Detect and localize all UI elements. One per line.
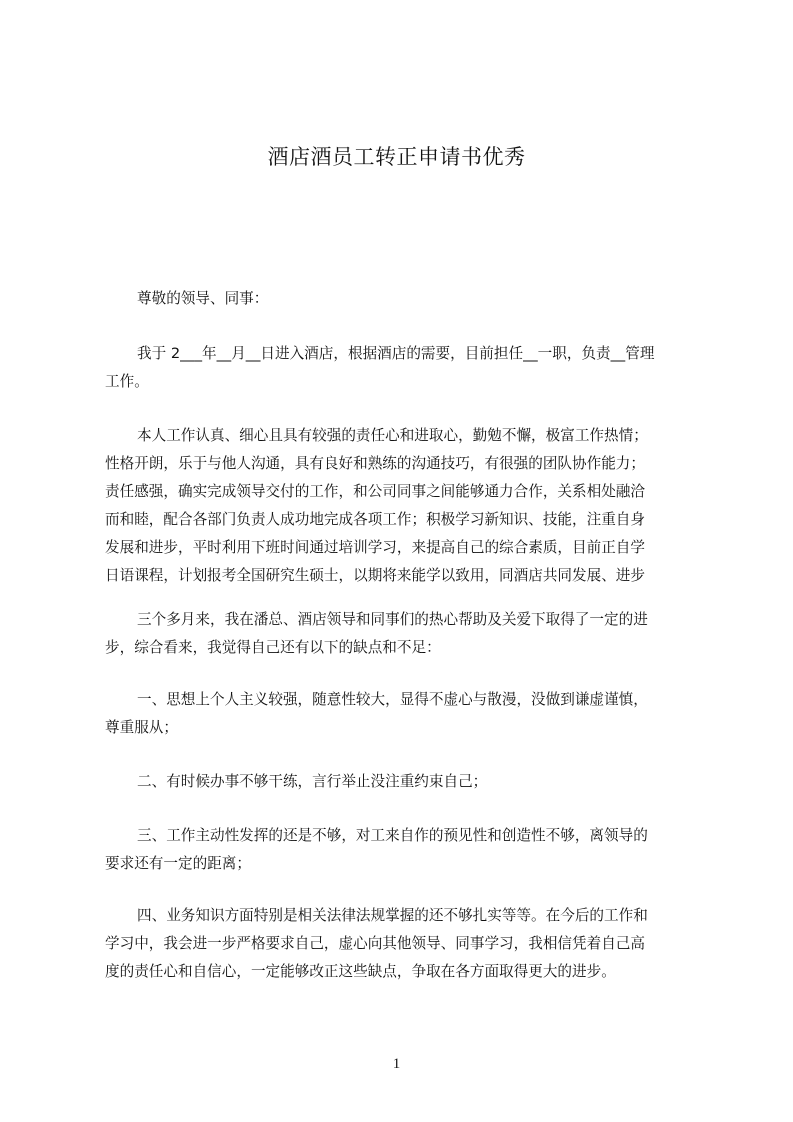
paragraph-line: 尊重服从；: [105, 719, 178, 736]
paragraph-line: 度的责任心和自信心，一定能够改正这些缺点，争取在各方面取得更大的进步。: [105, 963, 616, 980]
paragraph-three-months: [105, 606, 701, 662]
paragraph-line: 我于 2___年__月__日进入酒店，根据酒店的需要，目前担任__一职，负责__管理: [137, 345, 655, 362]
paragraph-line: 学习中，我会进一步严格要求自己，虚心向其他领导、同事学习，我相信凭着自己高: [105, 935, 645, 952]
page-number: 1: [392, 1056, 401, 1072]
paragraph-shortcoming-1: [105, 686, 701, 742]
paragraph-line: 一、思想上个人主义较强，随意性较大，显得不虚心与散漫，没做到谦虚谨慎，: [137, 691, 648, 708]
paragraph-line: 而和睦，配合各部门负责人成功地完成各项工作；积极学习新知识、技能，注重自身: [105, 511, 645, 528]
paragraph-line: 三个多月来，我在潘总、酒店领导和同事们的热心帮助及关爱下取得了一定的进: [137, 611, 648, 628]
paragraph-line: 二、有时候办事不够干练，言行举止没注重约束自己；: [137, 773, 488, 790]
paragraph-line: 日语课程，计划报考全国研究生硕士，以期将来能学以致用，同酒店共同发展、进步: [105, 567, 645, 584]
paragraph-line: 三、工作主动性发挥的还是不够，对工来自作的预见性和创造性不够，离领导的: [137, 827, 648, 844]
document-title: 酒店酒员工转正申请书优秀: [267, 145, 526, 169]
paragraph-line: 工作。: [105, 373, 149, 390]
paragraph-line: 性格开朗，乐于与他人沟通，具有良好和熟练的沟通技巧，有很强的团队协作能力；: [105, 455, 645, 472]
salutation-line: 尊敬的领导、同事：: [137, 290, 269, 307]
paragraph-employment: [105, 340, 701, 396]
paragraph-line: 发展和进步，平时利用下班时间通过培训学习，来提高自己的综合素质，目前正自学: [105, 539, 645, 556]
paragraph-line: 责任感强，确实完成领导交付的工作，和公司同事之间能够通力合作，关系相处融洽: [105, 483, 645, 500]
paragraph-line: 本人工作认真、细心且具有较强的责任心和进取心，勤勉不懈，极富工作热情；: [137, 427, 648, 444]
paragraph-self-assessment: [105, 422, 701, 590]
paragraph-line: 步，综合看来，我觉得自己还有以下的缺点和不足：: [105, 639, 441, 656]
paragraph-line: 要求还有一定的距离；: [105, 855, 251, 872]
paragraph-line: 四、业务知识方面特别是相关法律法规掌握的还不够扎实等等。在今后的工作和: [137, 907, 648, 924]
paragraph-shortcoming-4: [105, 902, 701, 986]
paragraph-shortcoming-2: [105, 768, 701, 796]
salutation: [105, 285, 701, 313]
paragraph-shortcoming-3: [105, 822, 701, 878]
